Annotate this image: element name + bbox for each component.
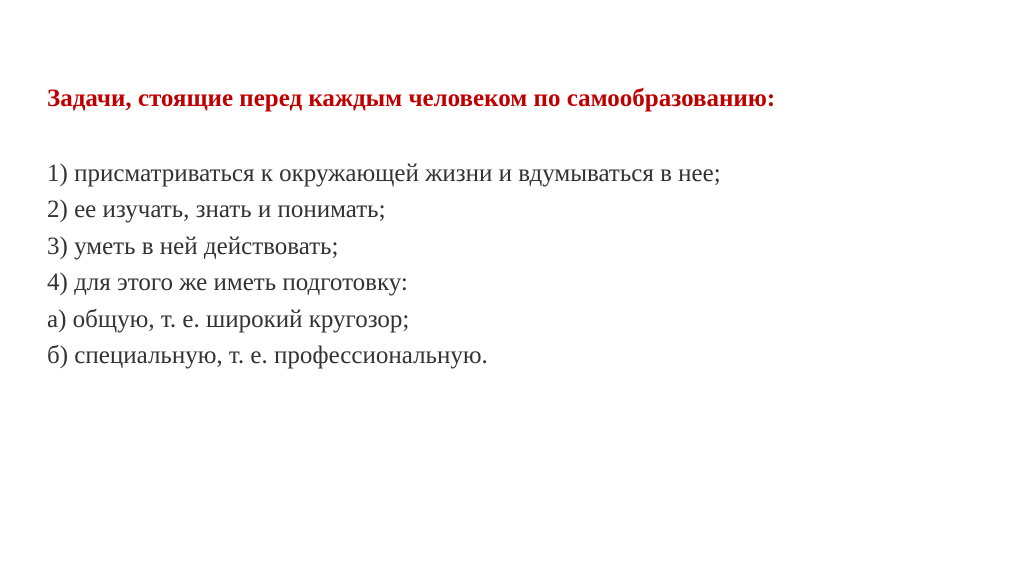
- task-item-1: 1) присматриваться к окружающей жизни и вдумываться в нее;: [47, 160, 721, 187]
- task-item-3: 3) уметь в ней действовать;: [47, 232, 339, 260]
- task-list: [47, 156, 721, 374]
- task-item-2: 2) ее изучать, знать и понимать;: [47, 196, 386, 224]
- task-item-4: 4) для этого же иметь подготовку:: [47, 269, 408, 297]
- task-item-b: б) специальную, т. е. профессиональную.: [47, 342, 488, 370]
- task-item-a: а) общую, т. е. широкий кругозор;: [47, 305, 410, 333]
- slide-heading: Задачи, стоящие перед каждым человеком по самообразованию:: [47, 85, 776, 112]
